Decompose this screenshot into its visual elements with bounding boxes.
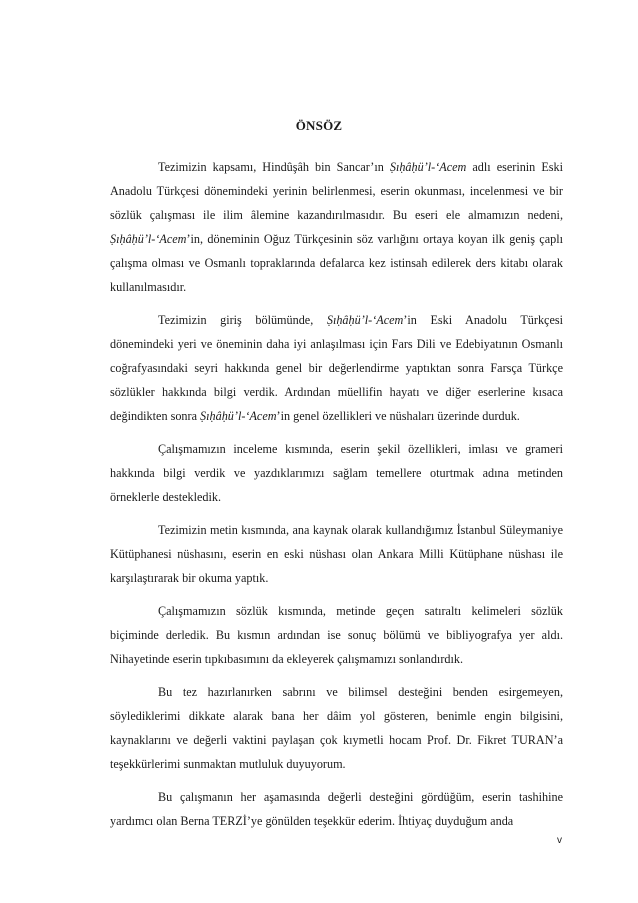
paragraph-text: Tezimizin metin kısmında, ana kaynak olarak kullandığımız İstanbul Süleymaniye Kütüphanesi nüshasını, eserin en eski nüshası olan Ankara Milli Kütüphane nüshası ile karşılaştırarak bir okuma yaptık. — [110, 523, 563, 585]
paragraph-text: adlı eserinin Eski Anadolu Türkçesi dönemindeki yerinin belirlenmesi, eserin okunması, incelenmesi ve bir sözlük çalışması ile ilim âlemine kazandırılmasıdır. Bu eseri ele almamızın nedeni, — [110, 160, 563, 222]
paragraph — [110, 518, 563, 590]
italic-title-text: Ṣıḥâḥü’l-‘Acem — [110, 232, 187, 246]
italic-title-text: Ṣıḥâḥü’l-‘Acem — [200, 409, 277, 423]
body-text — [110, 155, 563, 833]
paragraph — [110, 155, 563, 299]
page-number: v — [557, 835, 562, 846]
paragraph — [110, 599, 563, 671]
paragraph — [110, 308, 563, 428]
paragraph-text: Çalışmamızın sözlük kısmında, metinde geçen satıraltı kelimeleri sözlük biçiminde derledik. Bu kısmın ardından ise sonuç bölümü ve bibliyografya yer aldı. Nihayetinde eserin tıpkıbasımını da ekleyerek çalışmamızı sonlandırdık. — [110, 604, 563, 666]
paragraph-text: Çalışmamızın inceleme kısmında, eserin şekil özellikleri, imlası ve grameri hakkında bilgi verdik ve yazdıklarımızı sağlam temellere oturtmak adına metinden örneklerle destekledik. — [110, 442, 563, 504]
italic-title-text: Ṣıḥâḥü’l-‘Acem — [326, 313, 404, 327]
paragraph — [110, 680, 563, 776]
paragraph-text: Tezimizin kapsamı, Hindûşâh bin Sancar’ın — [158, 160, 390, 174]
paragraph-text: Bu çalışmanın her aşamasında değerli desteğini gördüğüm, eserin tashihine yardımcı olan Berna TERZİ’ye gönülden teşekkür ederim. İhtiyaç duyduğum anda — [110, 790, 563, 828]
paragraph — [110, 785, 563, 833]
paragraph-text: Bu tez hazırlanırken sabrını ve bilimsel desteğini benden esirgemeyen, söylediklerimi dikkate alarak bana her dâim yol gösteren, benimle engin bilgisini, kaynaklarını ve değerli vaktini paylaşan çok kıymetli hocam Prof. Dr. Fikret TURAN’a teşekkürlerimi sunmaktan mutluluk duyuyorum. — [110, 685, 563, 771]
paragraph-text: ’in Eski Anadolu Türkçesi dönemindeki yeri ve öneminin daha iyi anlaşılması için Fars Dili ve Edebiyatının Osmanlı coğrafyasındaki seyri hakkında genel bir değerlendirme yaptıktan sonra Farsça Türkçe sözlükler hakkında bilgi verdik. Ardından müellifin hayatı ve diğer eserlerine kısaca değindikten sonra — [110, 313, 563, 423]
paragraph — [110, 437, 563, 509]
paragraph-text: Tezimizin giriş bölümünde, — [158, 313, 327, 327]
italic-title-text: Ṣıḥâḥü’l-‘Acem — [389, 160, 467, 174]
paragraph-text: ’in genel özellikleri ve nüshaları üzerinde durduk. — [276, 409, 520, 423]
paragraph-text: ’in, döneminin Oğuz Türkçesinin söz varlığını ortaya koyan ilk geniş çaplı çalışma olması ve Osmanlı topraklarında defalarca kez istinsah edilerek ders kitabı olarak kullanılmasıdır. — [110, 232, 563, 294]
page-title: ÖNSÖZ — [295, 118, 343, 133]
